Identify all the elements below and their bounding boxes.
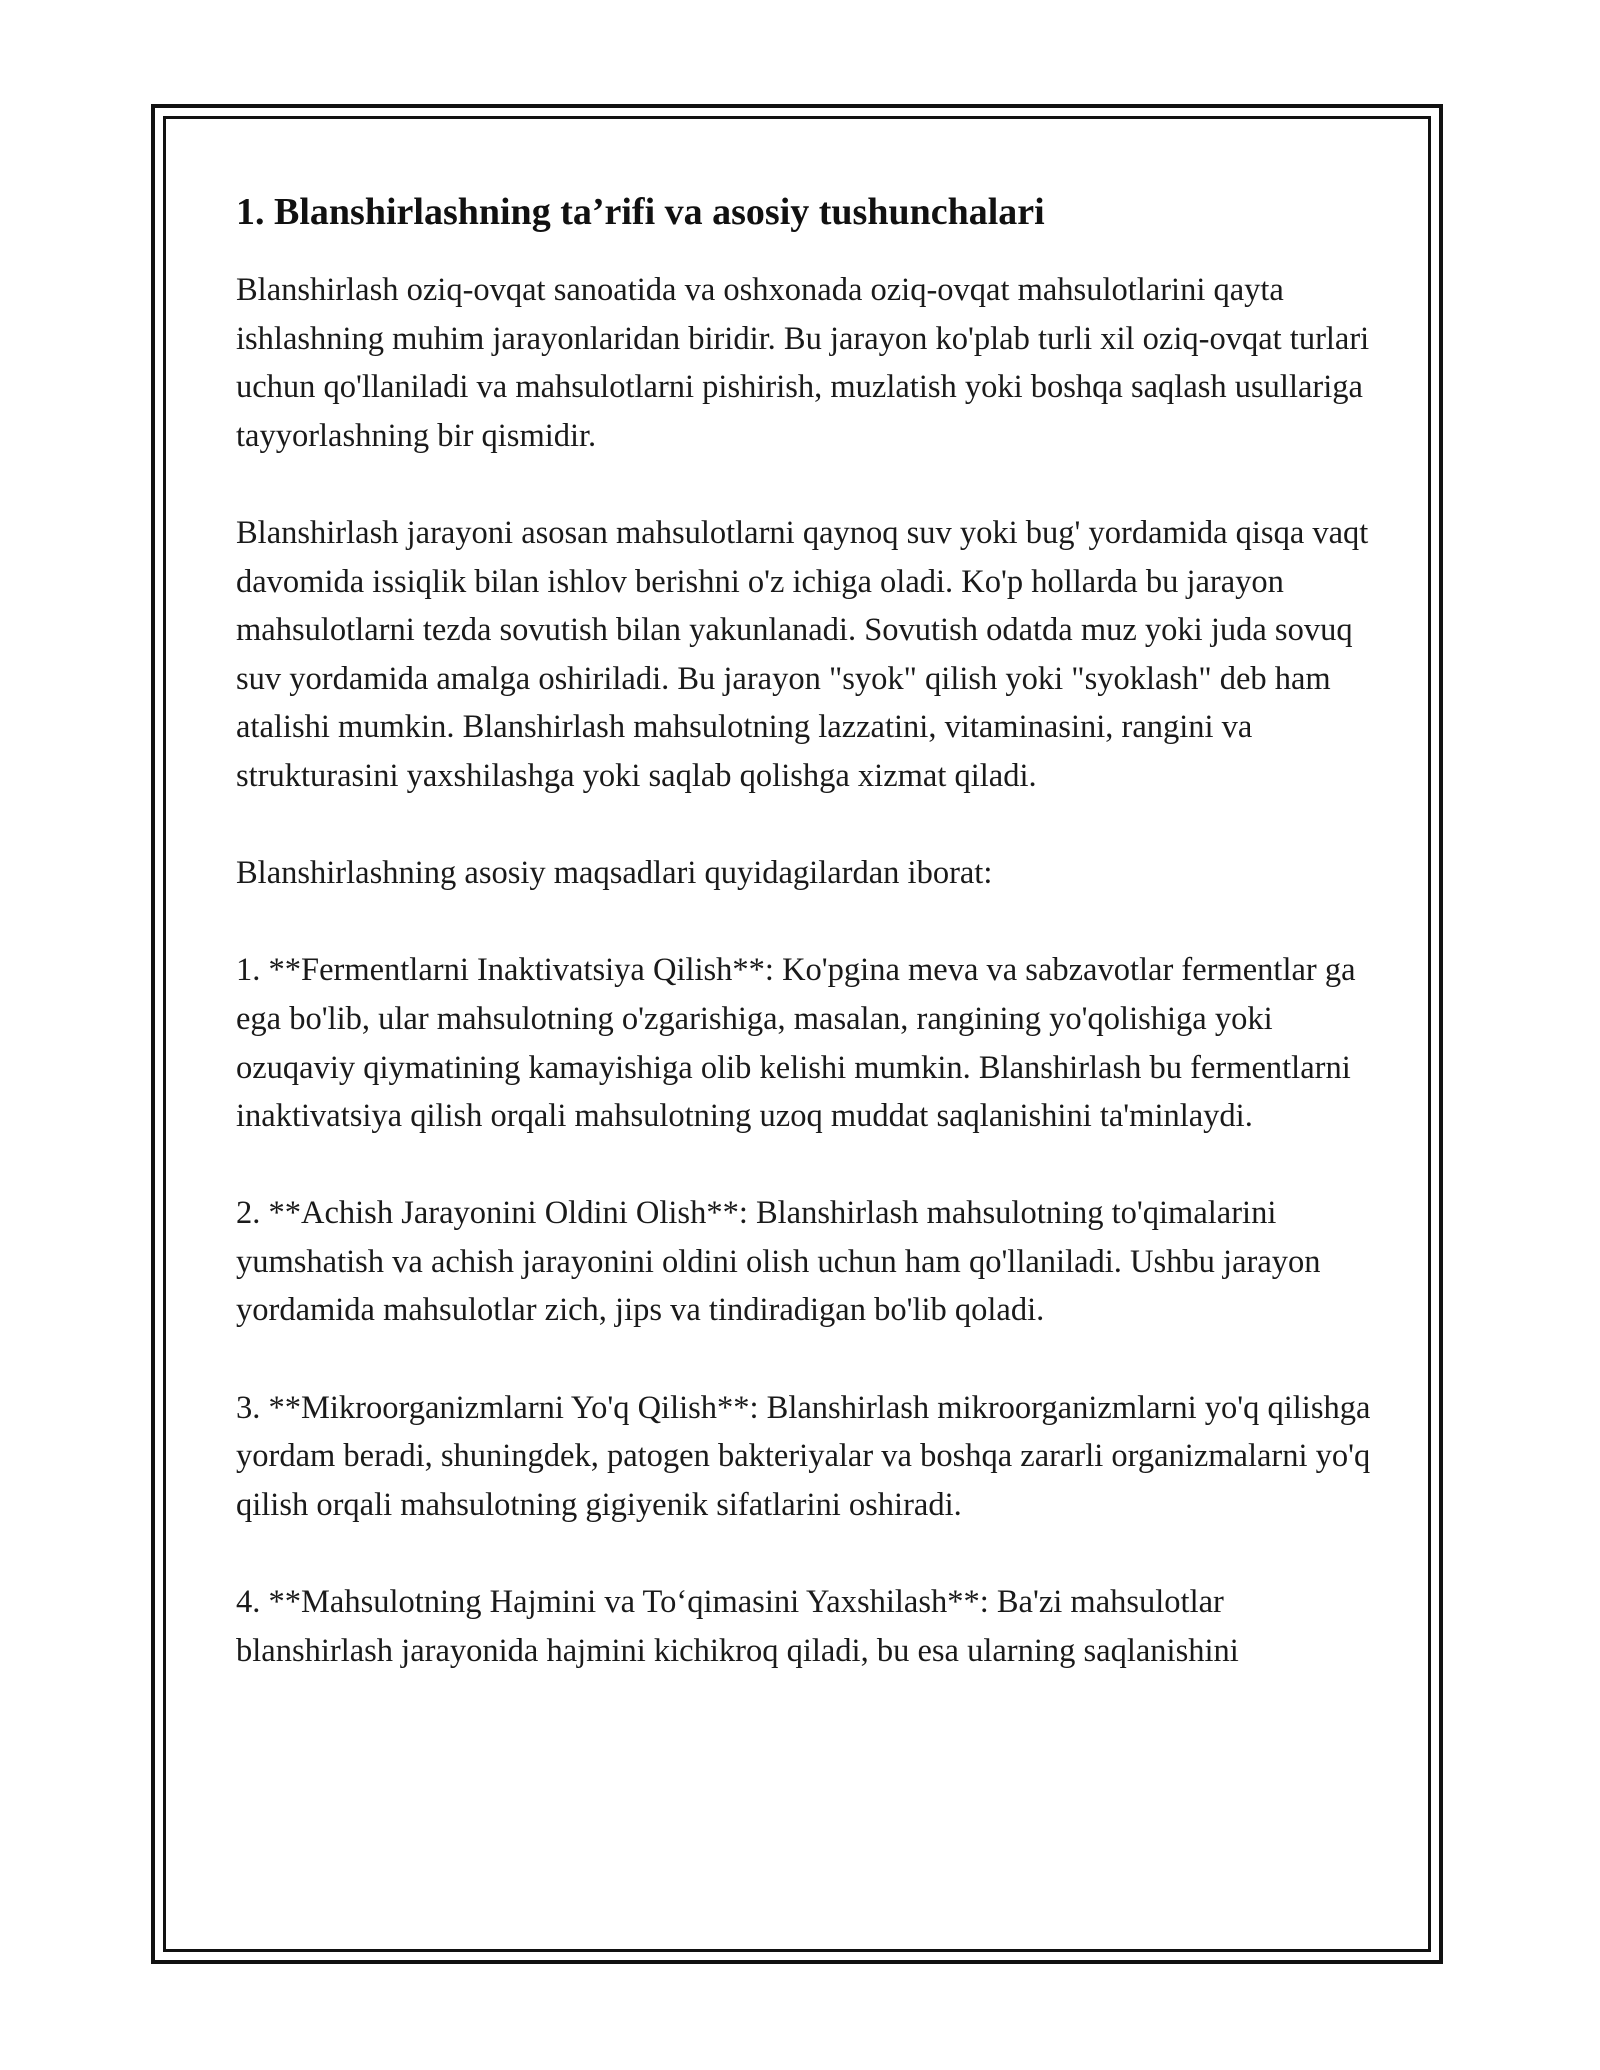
list-item-2: 2. **Achish Jarayonini Oldini Olish**: Blanshirlash mahsulotning to'qimalarini yumshatish va achish jarayonini oldini olish uchun ham qo'llaniladi. Ushbu jarayon yordamida mahsulotlar zich, jips va tindiradigan bo'lib qoladi. bbox=[236, 1195, 1321, 1329]
paragraph-process: Blanshirlash jarayoni asosan mahsulotlarni qaynoq suv yoki bug' yordamida qisqa vaqt davomida issiqlik bilan ishlov berishni o'z ichiga oladi. Ko'p hollarda bu jarayon mahsulotlarni tezda sovutish bilan yakunlanadi. Sovutish odatda muz yoki juda sovuq suv yordamida amalga oshiriladi. Bu jarayon "syok" qilish yoki "syoklash" deb ham atalishi mumkin. Blanshirlash mahsulotning lazzatini, vitaminasini, rangini va strukturasini yaxshilashga yoki saqlab qolishga xizmat qiladi. bbox=[236, 514, 1369, 794]
paragraph-goals-intro: Blanshirlashning asosiy maqsadlari quyidagilardan iborat: bbox=[236, 855, 993, 892]
document-body bbox=[236, 188, 1376, 1724]
list-item-4: 4. **Mahsulotning Hajmini va To‘qimasini Yaxshilash**: Ba'zi mahsulotlar blanshirlash jarayonida hajmini kichikroq qiladi, bu esa ularning saqlanishini bbox=[236, 1584, 1239, 1669]
list-item-1: 1. **Fermentlarni Inaktivatsiya Qilish**: Ko'pgina meva va sabzavotlar fermentlar ga ega bo'lib, ular mahsulotning o'zgarishiga, masalan, rangining yo'qolishiga yoki ozuqaviy qiymatining kamayishiga olib kelishi mumkin. Blanshirlash bu fermentlarni inaktivatsiya qilish orqali mahsulotning uzoq muddat saqlanishini ta'minlaydi. bbox=[236, 952, 1356, 1135]
list-item-3: 3. **Mikroorganizmlarni Yo'q Qilish**: Blanshirlash mikroorganizmlarni yo'q qilishga yordam beradi, shuningdek, patogen bakteriyalar va boshqa zararli organizmalarni yo'q qilish orqali mahsulotning gigiyenik sifatlarini oshiradi. bbox=[236, 1389, 1371, 1523]
paragraph-intro: Blanshirlash oziq-ovqat sanoatida va oshxonada oziq-ovqat mahsulotlarini qayta ishlashning muhim jarayonlaridan biridir. Bu jarayon ko'plab turli xil oziq-ovqat turlari uchun qo'llaniladi va mahsulotlarni pishirish, muzlatish yoki boshqa saqlash usullariga tayyorlashning bir qismidir. bbox=[236, 272, 1370, 454]
section-heading: 1. Blanshirlashning ta’rifi va asosiy tushunchalari bbox=[236, 191, 1045, 233]
